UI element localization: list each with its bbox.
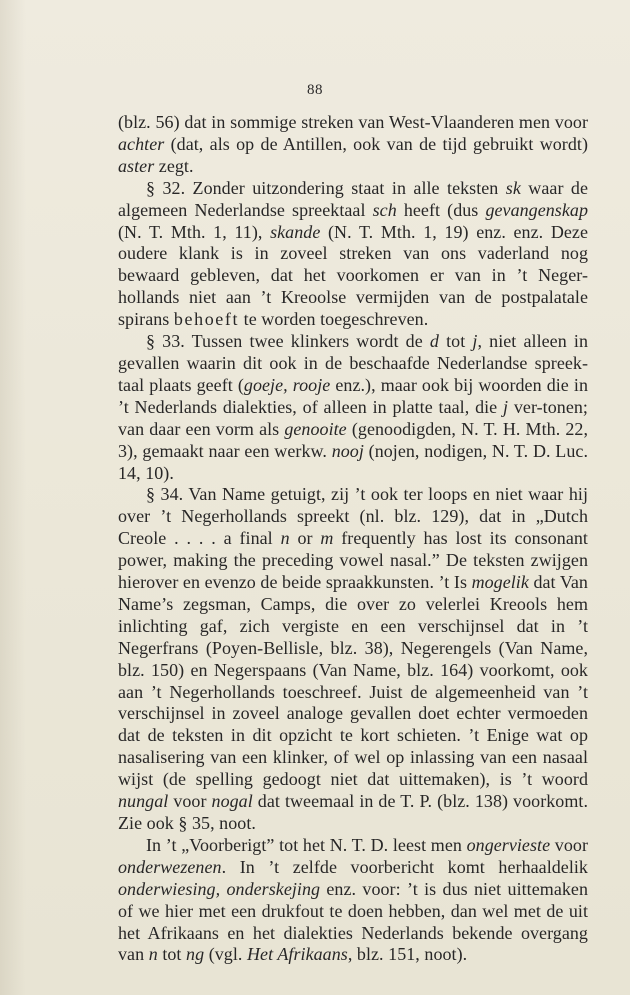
italic-term: onderwiesing, onderskejing: [118, 878, 321, 899]
text-segment: voor: [168, 791, 212, 812]
italic-term: nogal: [211, 791, 253, 812]
text-segment: voor: [550, 834, 588, 855]
text-segment: (nojen, nodigen, N. T. D. Luc. 14, 10).: [118, 440, 588, 483]
page-number: 88: [307, 82, 323, 98]
text-segment: § 34. Van Name getuigt, zij ’t ook ter loops en niet waar hij over ’t Negerhollands spreekt (nl. blz. 129), dat in „Dutch Creole . . . . a final: [118, 484, 588, 549]
italic-term: m: [320, 528, 334, 549]
italic-term: onderwezenen: [118, 856, 222, 877]
paragraph-voorberigt: [118, 835, 588, 966]
text-segment: dat tweemaal in de T. P. (blz. 138) voorkomt. Zie ook § 35, noot.: [118, 791, 588, 833]
italic-term: d: [429, 331, 439, 352]
text-segment: , blz. 151, noot).: [347, 944, 468, 965]
italic-term: nungal: [118, 791, 169, 812]
italic-term: sch: [372, 199, 397, 220]
italic-term: j: [503, 396, 509, 417]
italic-term: n: [280, 528, 290, 549]
paragraph-blz-56: [118, 112, 588, 178]
text-segment: , niet alleen in gevallen waarin dit ook in de beschaafde Nederlandse spreek-taal plaats geeft (: [118, 331, 588, 395]
text-segment: § 32. Zonder uitzondering staat in alle teksten: [146, 177, 506, 198]
text-segment: § 33. Tussen twee klinkers wordt de: [146, 331, 430, 352]
paragraph-section-33: [118, 331, 588, 484]
italic-term: j: [472, 331, 478, 352]
text-segment: or: [289, 528, 321, 549]
text-segment: frequently has lost its consonant power, making the preceding vowel nasal.” De teksten zwijgen hierover en evenzo de beide spraakkunsten. ’t Is: [118, 528, 588, 593]
italic-term: nooj: [331, 440, 364, 461]
italic-term: sk: [505, 177, 521, 198]
text-segment: (dat, als op de Antillen, ook van de tijd gebruikt wordt): [164, 133, 588, 154]
italic-term: mogelik: [471, 572, 529, 593]
text-segment: waar de algemeen Nederlandse spreektaal: [118, 177, 588, 220]
text-segment: zegt.: [154, 155, 194, 176]
text-segment: tot: [438, 331, 473, 352]
italic-term: genooite: [284, 418, 347, 439]
italic-term: achter: [118, 133, 165, 154]
paragraph-section-34: [118, 484, 588, 835]
text-segment: te worden toegeschreven.: [239, 309, 429, 330]
text-segment: (N. T. Mth. 1, 19) enz. enz. Deze oudere klank is in zoveel streken van ons vaderland nog bewaard gebleven, dat het voorkomen er van in ’t Neger-hollands niet aan ’t Kreoolse vermijden van de postpalatale spirans: [118, 221, 588, 330]
text-segment: (N. T. Mth. 1, 11),: [118, 221, 271, 242]
text-segment: (vgl.: [204, 944, 247, 965]
text-segment: (genoodigden, N. T. H. Mth. 22, 3), gemaakt naar een werkw.: [118, 418, 589, 461]
italic-term: ng: [186, 944, 205, 965]
italic-term: n: [148, 944, 158, 965]
text-segment: enz. voor: ’t is dus niet uittemaken of we hier met een drukfout te doen hebben, dan wel met de uit het Afrikaans en het dialekties Nederlands bekende overgang van: [118, 878, 588, 965]
text-segment: tot: [157, 944, 187, 965]
text-segment: enz.), maar ook bij woorden die in ’t Nederlands dialekties, of alleen in platte taal, die: [118, 374, 588, 417]
text-segment: . In ’t zelfde voorbericht komt herhaaldelik: [221, 856, 588, 877]
spaced-emphasis: behoeft: [173, 309, 240, 330]
text-segment: dat Van Name’s zegsman, Camps, die over zo velerlei Kreools hem inlichting gaf, zich vergiste en een verschijnsel dat in ’t Negerfrans (Poyen-Bellisle, blz. 38), Negerengels (Van Name, blz. 150) en Negerspaans (Van Name, blz. 164) voorkomt, ook aan ’t Negerhollands toeschreef. Juist de algemeenheid van ’t verschijnsel in zoveel analoge gevallen doet echter vermoeden dat de teksten in dit opzicht te kort schieten. ’t Enige wat op nasalisering van een klinker, of wel op inlassing van een nasaal wijst (de spelling gedoogt niet dat uittemaken), is ’t woord: [118, 572, 588, 790]
italic-term: skande: [270, 221, 321, 242]
italic-term: gevangenskap: [485, 199, 588, 220]
paragraph-section-32: [118, 178, 588, 331]
italic-term: ongervieste: [466, 834, 551, 855]
italic-term: aster: [118, 155, 155, 176]
text-segment: (blz. 56) dat in sommige streken van West-Vlaanderen men voor: [118, 112, 588, 132]
body-text: [118, 112, 588, 966]
italic-term: goeje, rooje: [243, 374, 331, 395]
italic-term: Het Afrikaans: [247, 944, 348, 965]
text-segment: heeft (dus: [396, 199, 486, 220]
text-segment: In ’t „Voorberigt” tot het N. T. D. leest men: [146, 834, 467, 855]
text-segment: ver-tonen; van daar een vorm als: [118, 396, 588, 439]
